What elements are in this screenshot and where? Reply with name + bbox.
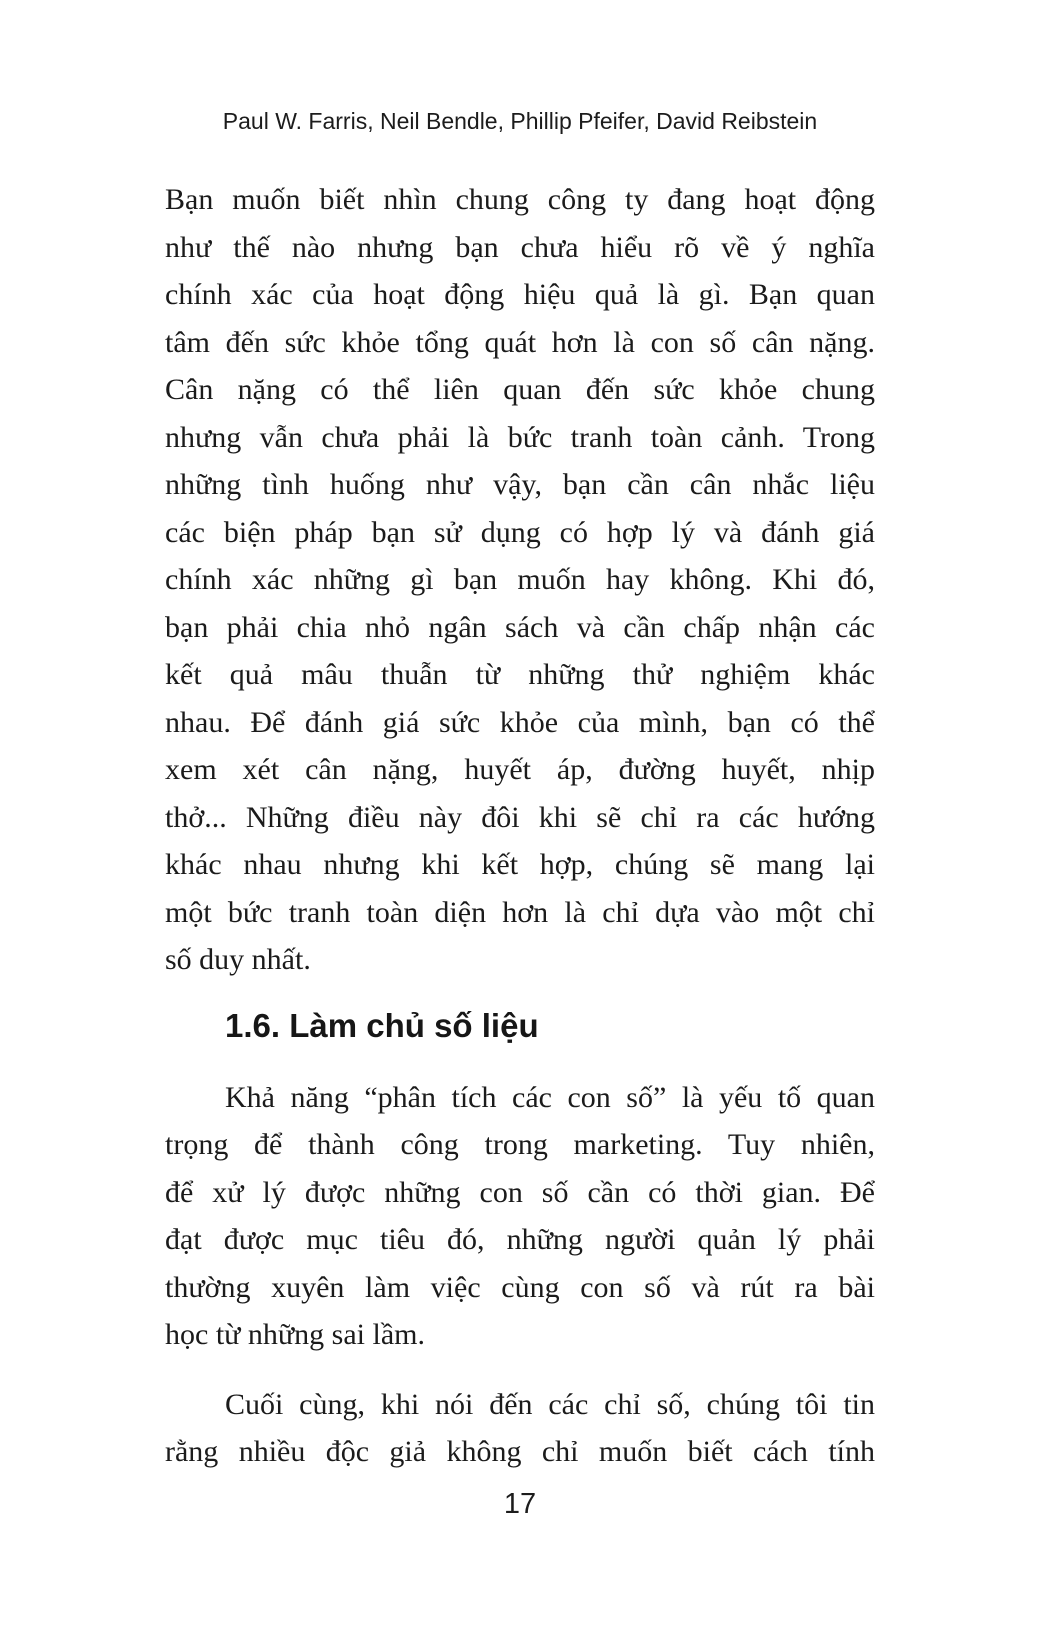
text-line: Cân nặng có thể liên quan đến sức khỏe chung bbox=[165, 373, 875, 406]
text-line: như thế nào nhưng bạn chưa hiểu rõ về ý nghĩa bbox=[165, 230, 875, 264]
section-heading: 1.6. Làm chủ số liệu bbox=[225, 1006, 539, 1044]
text-line: số duy nhất. bbox=[165, 943, 311, 976]
paragraph bbox=[165, 176, 875, 984]
text-line: các biện pháp bạn sử dụng có hợp lý và đánh giá bbox=[165, 515, 875, 549]
running-header-authors: Paul W. Farris, Neil Bendle, Phillip Pfeifer, David Reibstein bbox=[222, 108, 818, 134]
text-line: Khả năng “phân tích các con số” là yếu tố quan bbox=[225, 1080, 875, 1114]
text-line: trọng để thành công trong marketing. Tuy nhiên, bbox=[165, 1128, 875, 1161]
paragraph bbox=[165, 1381, 875, 1476]
paragraph bbox=[165, 1074, 875, 1359]
page-body-text bbox=[165, 176, 875, 1476]
text-line: tâm đến sức khỏe tổng quát hơn là con số cân nặng. bbox=[165, 325, 875, 359]
text-line: nhau. Để đánh giá sức khỏe của mình, bạn có thể bbox=[165, 705, 875, 739]
text-line: chính xác của hoạt động hiệu quả là gì. Bạn quan bbox=[165, 278, 875, 311]
text-line: chính xác những gì bạn muốn hay không. Khi đó, bbox=[165, 563, 875, 596]
text-line: để xử lý được những con số cần có thời gian. Để bbox=[165, 1175, 875, 1209]
text-line: nhưng vẫn chưa phải là bức tranh toàn cảnh. Trong bbox=[165, 420, 875, 454]
text-line: thường xuyên làm việc cùng con số và rút ra bài bbox=[165, 1270, 875, 1304]
page-number: 17 bbox=[503, 1487, 537, 1520]
text-line: khác nhau nhưng khi kết hợp, chúng sẽ mang lại bbox=[165, 848, 875, 881]
text-line: bạn phải chia nhỏ ngân sách và cần chấp nhận các bbox=[165, 610, 875, 644]
text-line: thở... Những điều này đôi khi sẽ chỉ ra các hướng bbox=[165, 800, 875, 834]
text-line: kết quả mâu thuẫn từ những thử nghiệm khác bbox=[165, 658, 875, 691]
text-line: xem xét cân nặng, huyết áp, đường huyết, nhịp bbox=[165, 753, 875, 786]
text-line: một bức tranh toàn diện hơn là chỉ dựa vào một chỉ bbox=[165, 895, 875, 929]
text-line: rằng nhiều độc giả không chỉ muốn biết cách tính bbox=[165, 1435, 875, 1468]
text-line: đạt được mục tiêu đó, những người quản lý phải bbox=[165, 1223, 875, 1256]
text-line: Bạn muốn biết nhìn chung công ty đang hoạt động bbox=[165, 183, 875, 216]
text-line: học từ những sai lầm. bbox=[165, 1318, 425, 1351]
text-line: những tình huống như vậy, bạn cần cân nhắc liệu bbox=[165, 468, 875, 501]
text-line: Cuối cùng, khi nói đến các chỉ số, chúng tôi tin bbox=[225, 1387, 875, 1421]
